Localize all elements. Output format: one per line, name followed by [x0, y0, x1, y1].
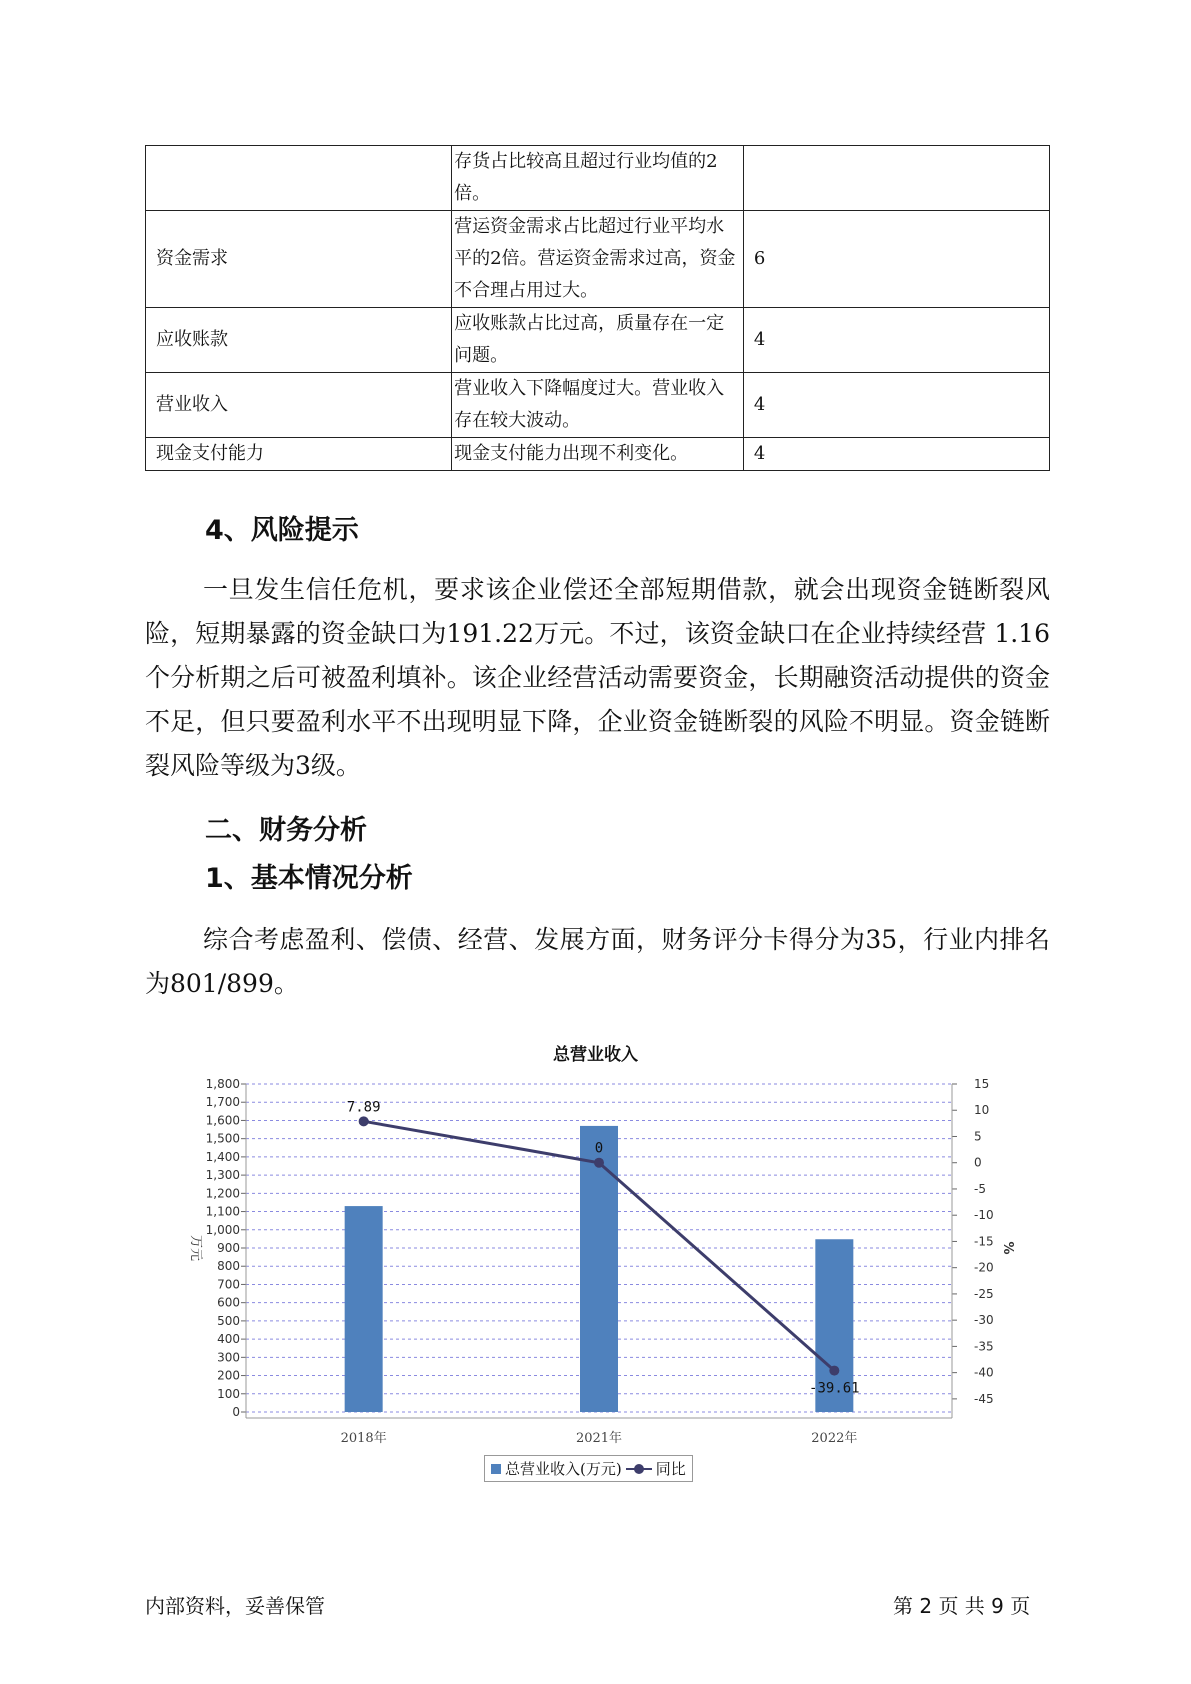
y-left-tick-label: 1,200	[205, 1186, 240, 1201]
y-right-tick-label: -25	[974, 1286, 994, 1301]
revenue-bar	[345, 1206, 383, 1412]
y-left-tick-label: 1,000	[205, 1222, 240, 1237]
table-cell-name: 应收账款	[146, 308, 452, 373]
table-cell-level: 4	[743, 438, 1049, 471]
y-right-tick-label: -45	[974, 1391, 994, 1406]
x-tick-label: 2021年	[575, 1431, 623, 1446]
section-heading-basic: 1、基本情况分析	[205, 863, 413, 894]
y-left-tick-label: 1,300	[205, 1168, 240, 1183]
y-left-tick-label: 900	[217, 1241, 240, 1255]
y-right-axis-title: %	[1000, 1241, 1015, 1255]
table-cell-desc: 现金支付能力出现不利变化。	[452, 438, 744, 471]
y-right-tick-label: -20	[974, 1260, 994, 1275]
chart-title: 总营业收入	[553, 1045, 638, 1065]
y-left-tick-label: 1,800	[205, 1077, 240, 1091]
legend-line-label: 同比	[655, 1460, 686, 1478]
yoy-data-label: 0	[594, 1140, 604, 1157]
table-cell-level: 4	[743, 308, 1049, 373]
y-left-tick-label: 500	[217, 1313, 240, 1328]
legend-bar-label: 总营业收入(万元)	[505, 1460, 622, 1478]
legend-line-swatch	[626, 1463, 652, 1475]
basic-paragraph: 综合考虑盈利、偿债、经营、发展方面，财务评分卡得分为35，行业内排名为801/899。	[145, 925, 1050, 998]
footer-left: 内部资料，妥善保管	[145, 1594, 325, 1618]
y-left-tick-label: 1,100	[205, 1204, 240, 1219]
y-left-tick-label: 1,600	[205, 1113, 240, 1128]
section-heading-risk: 4、风险提示	[205, 515, 359, 546]
footer-page-number: 第 2 页 共 9 页	[893, 1594, 1031, 1618]
table-cell-level: 4	[743, 373, 1049, 438]
y-left-tick-label: 1,700	[205, 1095, 240, 1110]
yoy-point	[829, 1366, 839, 1376]
y-left-tick-label: 1,400	[205, 1149, 240, 1164]
y-left-axis-title: 万元	[188, 1234, 203, 1262]
table-cell-level: 6	[743, 211, 1049, 308]
y-right-tick-label: -15	[974, 1234, 994, 1249]
x-tick-label: 2018年	[340, 1431, 387, 1446]
y-left-tick-label: 600	[217, 1295, 240, 1310]
yoy-point	[594, 1158, 604, 1168]
table-cell-name: 现金支付能力	[146, 438, 452, 471]
table-cell-desc: 应收账款占比过高，质量存在一定问题。	[452, 308, 744, 373]
table-cell-desc: 营运资金需求占比超过行业平均水平的2倍。营运资金需求过高，资金不合理占用过大。	[452, 211, 744, 308]
yoy-data-label: 7.89	[346, 1099, 381, 1116]
y-left-tick-label: 200	[217, 1368, 240, 1383]
yoy-data-label: -39.61	[809, 1380, 860, 1397]
y-left-tick-label: 400	[217, 1332, 240, 1347]
y-left-tick-label: 300	[217, 1350, 240, 1365]
x-tick-label: 2022年	[811, 1431, 858, 1446]
y-left-tick-label: 800	[217, 1259, 240, 1274]
y-right-tick-label: -5	[974, 1181, 986, 1196]
y-right-tick-label: -40	[974, 1365, 994, 1380]
table-cell-name: 营业收入	[146, 373, 452, 438]
yoy-point	[359, 1116, 369, 1126]
y-left-tick-label: 0	[232, 1405, 240, 1419]
y-right-tick-label: 5	[974, 1129, 982, 1144]
y-right-tick-label: 15	[974, 1077, 990, 1091]
legend-bar-swatch	[491, 1464, 501, 1474]
table-cell-desc: 营业收入下降幅度过大。营业收入存在较大波动。	[452, 373, 744, 438]
y-left-tick-label: 700	[217, 1277, 240, 1292]
section-heading-finance: 二、财务分析	[205, 815, 367, 846]
y-right-tick-label: -10	[974, 1208, 994, 1223]
y-right-tick-label: -30	[974, 1313, 994, 1328]
revenue-bar	[580, 1126, 618, 1412]
y-right-tick-label: 10	[974, 1103, 990, 1118]
table-cell-desc: 存货占比较高且超过行业均值的2倍。	[452, 146, 744, 211]
y-right-tick-label: -35	[974, 1339, 994, 1354]
y-right-tick-label: 0	[974, 1155, 982, 1170]
risk-paragraph: 一旦发生信任危机，要求该企业偿还全部短期借款，就会出现资金链断裂风险，短期暴露的资金缺口为191.22万元。不过，该资金缺口在企业持续经营 1.16个分析期之后可被盈利填补。该企业经营活动需要资金，长期融资活动提供的资金不足，但只要盈利水平不出现明显下降，企业资金链断裂的风险不明显。资金链断裂风险等级为3级。	[145, 575, 1050, 780]
y-left-tick-label: 100	[217, 1386, 240, 1401]
chart-legend	[484, 1455, 693, 1482]
y-left-tick-label: 1,500	[205, 1131, 240, 1146]
table-cell-name: 资金需求	[146, 211, 452, 308]
